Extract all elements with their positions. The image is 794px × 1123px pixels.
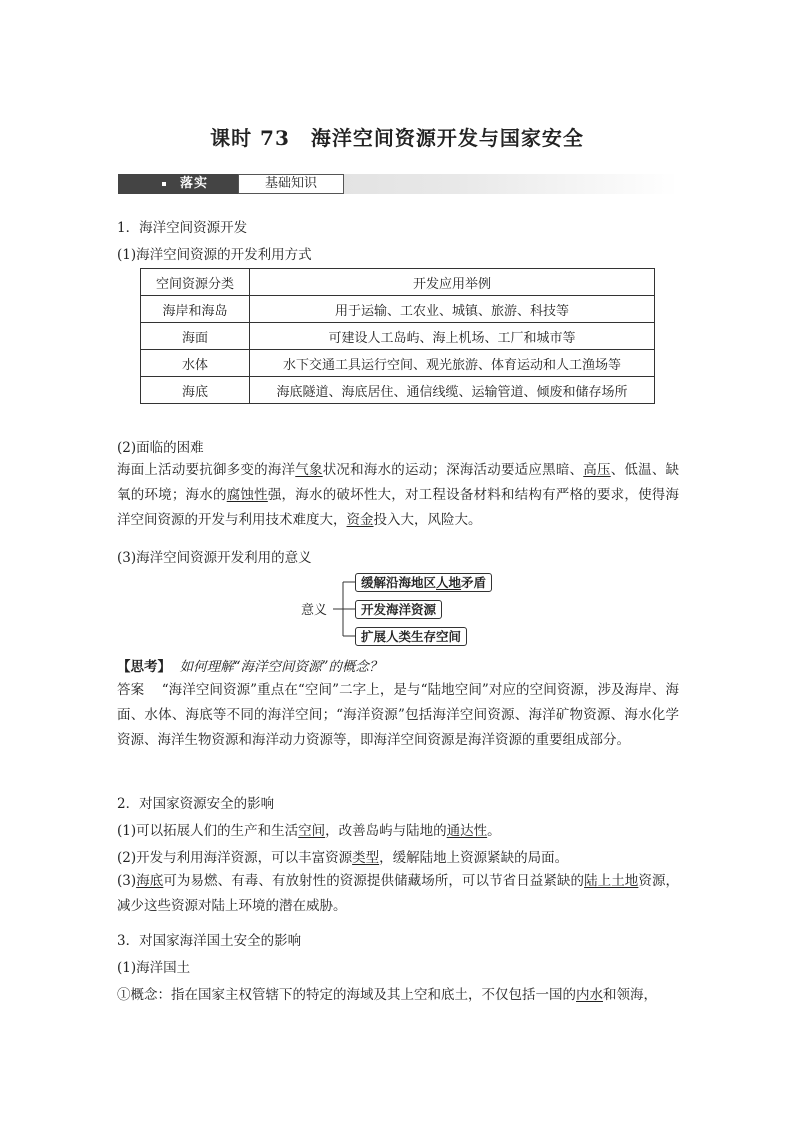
table-cell: 水体 bbox=[141, 350, 250, 377]
table-cell: 海面 bbox=[141, 323, 250, 350]
text-run: 状况和海水的运动；深海活动要适应黑暗、 bbox=[322, 462, 584, 478]
text-run: 海面上活动要抗御多变的海洋 bbox=[117, 462, 296, 478]
table-cell: 可建设人工岛屿、海上机场、工厂和城市等 bbox=[250, 323, 655, 350]
table-header: 开发应用举例 bbox=[250, 269, 655, 296]
concept-line bbox=[117, 983, 657, 1003]
underlined-term: 通达性 bbox=[446, 823, 488, 839]
diagram-center-label: 意义 bbox=[301, 603, 328, 618]
resource-item-3 bbox=[117, 869, 679, 919]
table-cell: 海底隧道、海底居住、通信线缆、运输管道、倾废和储存场所 bbox=[250, 377, 655, 404]
underlined-term: 人地 bbox=[436, 575, 462, 590]
page-title: 课时 73 海洋空间资源开发与国家安全 bbox=[210, 126, 584, 150]
table-cell: 海底 bbox=[141, 377, 250, 404]
difficulty-paragraph bbox=[117, 458, 679, 533]
subheading-1-1: (1)海洋空间资源的开发利用方式 bbox=[117, 247, 312, 263]
text-run: ，缓解陆地上资源紧缺的局面。 bbox=[379, 850, 569, 866]
diagram-box-3: 扩展人类生存空间 bbox=[355, 627, 467, 646]
table-cell: 海岸和海岛 bbox=[141, 296, 250, 323]
heading-1: 1．海洋空间资源开发 bbox=[117, 220, 248, 236]
table-row bbox=[141, 377, 655, 404]
answer-label: 答案 bbox=[117, 682, 145, 698]
text-run: (1)可以拓展人们的生产和生活 bbox=[117, 823, 299, 839]
table-row bbox=[141, 296, 655, 323]
underlined-term: 陆上土地 bbox=[584, 873, 639, 889]
text-run: 投入大，风险大。 bbox=[373, 512, 482, 528]
resource-item-1 bbox=[117, 819, 501, 839]
text-run: 和领海， bbox=[603, 987, 657, 1003]
table-header: 空间资源分类 bbox=[141, 269, 250, 296]
text-run: ，改善岛屿与陆地的 bbox=[325, 823, 447, 839]
section-tag bbox=[118, 174, 238, 194]
text-run: ①概念：指在国家主权管辖下的特定的海域及其上空和底土，不仅包括一国的 bbox=[117, 987, 576, 1003]
underlined-term: 内水 bbox=[576, 987, 603, 1003]
text-run: 缓解沿海地区 bbox=[361, 575, 437, 590]
think-question: 如何理解“海洋空间资源”的概念？ bbox=[179, 659, 383, 675]
diagram-box-1 bbox=[355, 573, 492, 592]
table-cell: 用于运输、工农业、城镇、旅游、科技等 bbox=[250, 296, 655, 323]
section-bar bbox=[118, 174, 678, 194]
underlined-term: 类型 bbox=[352, 850, 380, 866]
subheading-1-3: (3)海洋空间资源开发利用的意义 bbox=[117, 550, 312, 566]
heading-3: 3．对国家海洋国土安全的影响 bbox=[117, 933, 302, 949]
underlined-term: 空间 bbox=[298, 823, 326, 839]
underlined-term: 腐蚀性 bbox=[226, 487, 268, 503]
subheading-3-1: (1)海洋国土 bbox=[117, 960, 191, 976]
text-run: 、低温、缺氧的环境；海水的 bbox=[117, 462, 680, 503]
table-cell: 水下交通工具运行空间、观光旅游、体育运动和人工渔场等 bbox=[250, 350, 655, 377]
text-run: 强，海水的破坏性大，对工程设备材料和结构有严格的要求，使得海洋空间资源的开发与利用技术难度大， bbox=[117, 487, 680, 528]
text-run: (3) bbox=[117, 873, 137, 889]
resource-item-2 bbox=[117, 846, 568, 866]
text-run: 可为易燃、有毒、有放射性的资源提供储藏场所，可以节省日益紧缺的 bbox=[163, 873, 585, 889]
text-run: (2)开发与利用海洋资源，可以丰富资源 bbox=[117, 850, 353, 866]
subheading-1-2: (2)面临的困难 bbox=[117, 440, 204, 456]
bullet-square-icon bbox=[162, 182, 166, 186]
think-label: 【思考】 bbox=[117, 659, 171, 675]
answer-text: “海洋空间资源”重点在“空间”二字上，是与“陆地空间”对应的空间资源，涉及海岸、海面、水体、海底等不同的海洋空间；“海洋资源”包括海洋空间资源、海洋矿物资源、海水化学资源、海洋生物资源和海洋动力资源等，即海洋空间资源是海洋资源的重要组成部分。 bbox=[117, 682, 679, 748]
underlined-term: 气象 bbox=[295, 462, 323, 478]
text-run: 矛盾 bbox=[461, 575, 487, 590]
underlined-term: 资金 bbox=[346, 512, 374, 528]
table-row bbox=[141, 350, 655, 377]
section-label: 基础知识 bbox=[238, 174, 344, 194]
significance-diagram bbox=[295, 570, 505, 650]
resource-table bbox=[140, 268, 655, 404]
underlined-term: 高压 bbox=[583, 462, 611, 478]
diagram-box-2: 开发海洋资源 bbox=[355, 600, 442, 619]
table-header-row bbox=[141, 269, 655, 296]
think-line bbox=[117, 655, 382, 675]
table-row bbox=[141, 323, 655, 350]
section-tag-label: 落实 bbox=[180, 176, 209, 191]
text-run: 。 bbox=[487, 823, 501, 839]
underlined-term: 海底 bbox=[136, 873, 164, 889]
text-run: 资源，减少这些资源对陆上环境的潜在威胁。 bbox=[117, 873, 680, 914]
answer-paragraph bbox=[117, 678, 679, 753]
heading-2: 2．对国家资源安全的影响 bbox=[117, 796, 275, 812]
